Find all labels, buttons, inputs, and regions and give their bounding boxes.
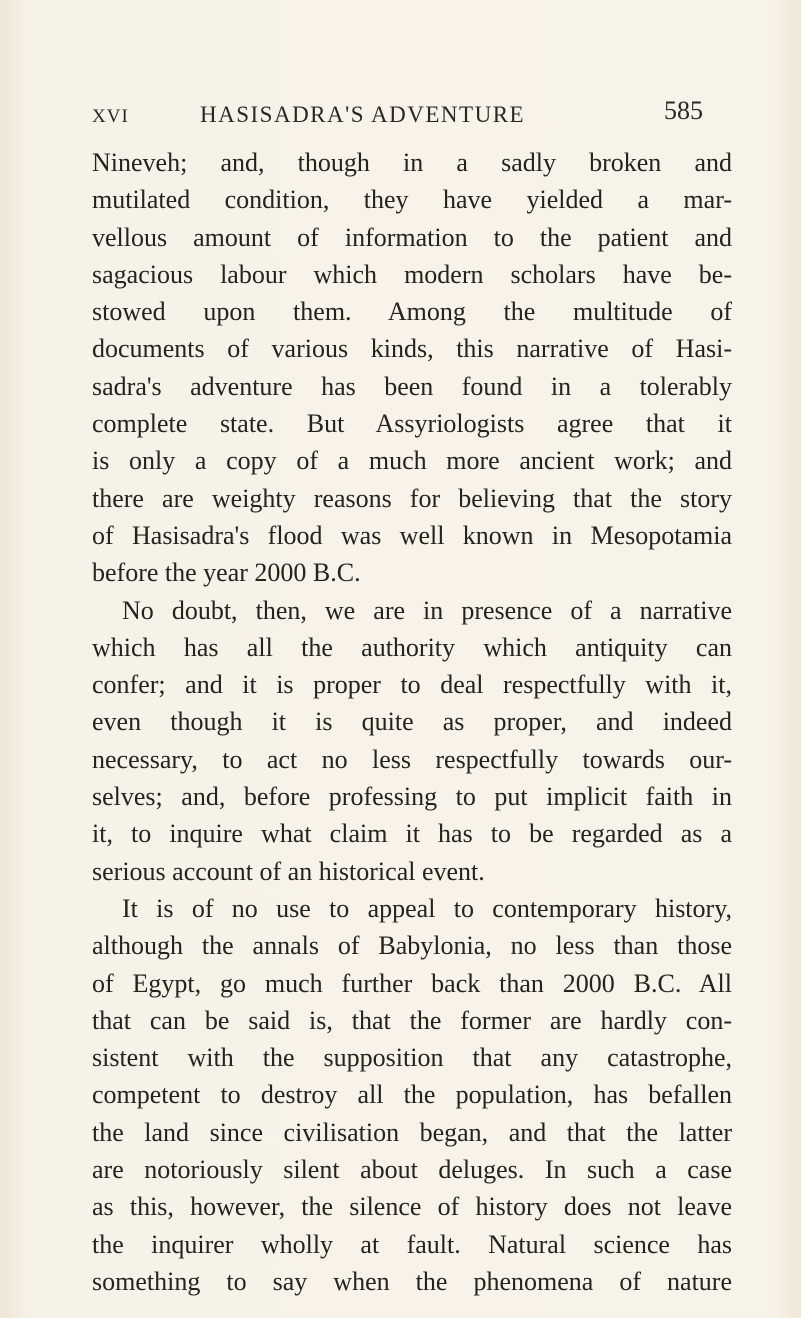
text-line: complete state. But Assyriologists agree that it [92, 409, 732, 439]
text-line: confer; and it is proper to deal respectfully with it, [92, 670, 732, 700]
text-line: of Hasisadra's flood was well known in Mesopotamia [92, 520, 732, 550]
text-line: which has all the authority which antiquity can [92, 632, 732, 662]
text-line: stowed upon them. Among the multitude of [92, 297, 732, 327]
text-line: Nineveh; and, though in a sadly broken and [92, 148, 732, 177]
page-number: 585 [664, 96, 703, 125]
text-line: although the annals of Babylonia, no less than those [92, 931, 732, 961]
text-line: is only a copy of a much more ancient work; and [92, 446, 732, 476]
text-line: It is of no use to appeal to contemporary history, [122, 893, 732, 923]
text-line: as this, however, the silence of history does not leave [92, 1192, 732, 1222]
text-line: there are weighty reasons for believing that the story [92, 483, 732, 513]
text-line: before the year 2000 B.C. [92, 558, 361, 588]
text-line: vellous amount of information to the patient and [92, 222, 732, 252]
text-line: it, to inquire what claim it has to be regarded as a [92, 819, 732, 849]
text-line: competent to destroy all the population, has befallen [92, 1080, 732, 1110]
text-line: No doubt, then, we are in presence of a narrative [122, 595, 732, 625]
text-line: serious account of an historical event. [92, 856, 485, 886]
text-line: something to say when the phenomena of nature [92, 1266, 732, 1296]
text-line: sagacious labour which modern scholars have be- [92, 259, 732, 289]
chapter-number: XVI [92, 106, 129, 127]
text-line: the inquirer wholly at fault. Natural science has [92, 1229, 732, 1259]
text-line: documents of various kinds, this narrative of Hasi- [92, 334, 732, 364]
text-line: the land since civilisation began, and that the latter [92, 1117, 732, 1147]
text-line: sadra's adventure has been found in a tolerably [92, 371, 732, 401]
text-line: mutilated condition, they have yielded a mar- [92, 185, 732, 215]
text-line: selves; and, before professing to put implicit faith in [92, 782, 732, 812]
body-text [92, 144, 732, 1300]
text-line: even though it is quite as proper, and indeed [92, 707, 732, 737]
text-line: that can be said is, that the former are hardly con- [92, 1005, 732, 1035]
text-line: necessary, to act no less respectfully towards our- [92, 744, 732, 774]
text-line: sistent with the supposition that any catastrophe, [92, 1043, 732, 1073]
running-title: HASISADRA'S ADVENTURE [200, 102, 526, 127]
running-head [0, 96, 801, 136]
text-line: of Egypt, go much further back than 2000 B.C. All [92, 968, 732, 998]
text-line: are notoriously silent about deluges. In such a case [92, 1155, 732, 1185]
